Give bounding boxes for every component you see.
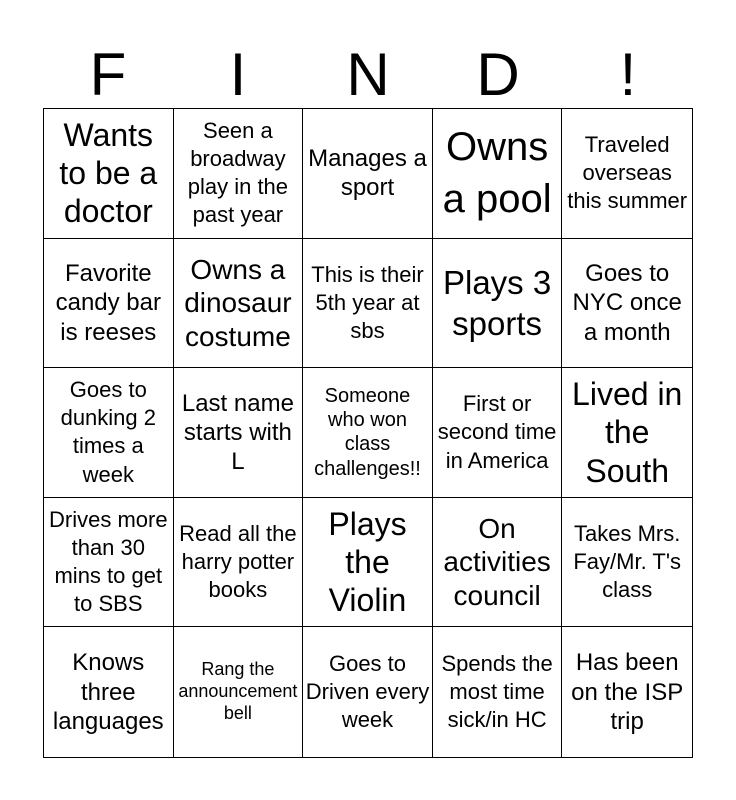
bingo-cell[interactable] xyxy=(303,109,433,239)
cell-text: Plays the Violin xyxy=(328,505,407,619)
cell-text: Takes Mrs. Fay/Mr. T's class xyxy=(573,520,682,603)
bingo-cell[interactable] xyxy=(44,239,174,369)
bingo-board xyxy=(43,108,693,758)
cell-text: First or second time in America xyxy=(437,391,557,473)
cell-text: Lived in the South xyxy=(572,375,683,489)
cell-text: Goes to Driven every week xyxy=(305,650,430,733)
cell-text: Spends the most time sick/in HC xyxy=(441,650,553,733)
bingo-cell[interactable] xyxy=(44,368,174,498)
cell-text: Seen a broadway play in the past year xyxy=(187,117,289,228)
bingo-cell[interactable] xyxy=(562,109,692,239)
cell-text: Owns a pool xyxy=(442,125,552,222)
bingo-cell[interactable] xyxy=(174,498,304,628)
cell-text: Goes to NYC once a month xyxy=(572,259,682,346)
bingo-cell[interactable] xyxy=(174,109,304,239)
header-letter-n: N xyxy=(346,41,390,108)
bingo-cell[interactable] xyxy=(433,627,563,757)
bingo-header xyxy=(43,42,693,108)
cell-text: Has been on the ISP trip xyxy=(571,649,684,735)
header-letter-i: I xyxy=(229,41,247,108)
bingo-cell[interactable] xyxy=(433,239,563,369)
cell-text: Read all the harry potter books xyxy=(179,520,297,603)
cell-text: Rang the announcement bell xyxy=(178,659,298,724)
cell-text: Last name starts with L xyxy=(181,389,294,476)
bingo-cell[interactable] xyxy=(174,368,304,498)
cell-text: Favorite candy bar is reeses xyxy=(55,259,161,346)
cell-text: Drives more than 30 mins to get to SBS xyxy=(49,506,168,617)
cell-text: Someone who won class challenges!! xyxy=(314,384,421,480)
bingo-cell[interactable] xyxy=(44,498,174,628)
cell-text: Knows three languages xyxy=(52,649,164,735)
bingo-cell[interactable] xyxy=(303,368,433,498)
bingo-cell[interactable] xyxy=(303,239,433,369)
bingo-cell[interactable] xyxy=(433,368,563,498)
cell-text: On activities council xyxy=(443,512,551,611)
cell-text: Goes to dunking 2 times a week xyxy=(60,377,156,487)
cell-text: Owns a dinosaur costume xyxy=(184,253,292,352)
bingo-cell[interactable] xyxy=(562,627,692,757)
bingo-cell[interactable] xyxy=(562,498,692,628)
bingo-cell[interactable] xyxy=(44,627,174,757)
bingo-cell[interactable] xyxy=(174,627,304,757)
cell-text: Manages a sport xyxy=(308,145,427,202)
header-letter-d: D xyxy=(476,41,520,108)
bingo-cell[interactable] xyxy=(562,368,692,498)
header-letter-f: F xyxy=(89,41,127,108)
bingo-cell[interactable] xyxy=(303,498,433,628)
bingo-cell[interactable] xyxy=(44,109,174,239)
cell-text: Wants to be a doctor xyxy=(59,116,158,230)
bingo-cell[interactable] xyxy=(174,239,304,369)
bingo-cell[interactable] xyxy=(303,627,433,757)
cell-text: Traveled overseas this summer xyxy=(567,132,688,214)
bingo-cell[interactable] xyxy=(562,239,692,369)
bingo-cell[interactable] xyxy=(433,109,563,239)
header-exclamation: ! xyxy=(619,41,637,108)
bingo-cell[interactable] xyxy=(433,498,563,628)
cell-text: This is their 5th year at sbs xyxy=(311,261,424,343)
cell-text: Plays 3 sports xyxy=(442,263,552,342)
